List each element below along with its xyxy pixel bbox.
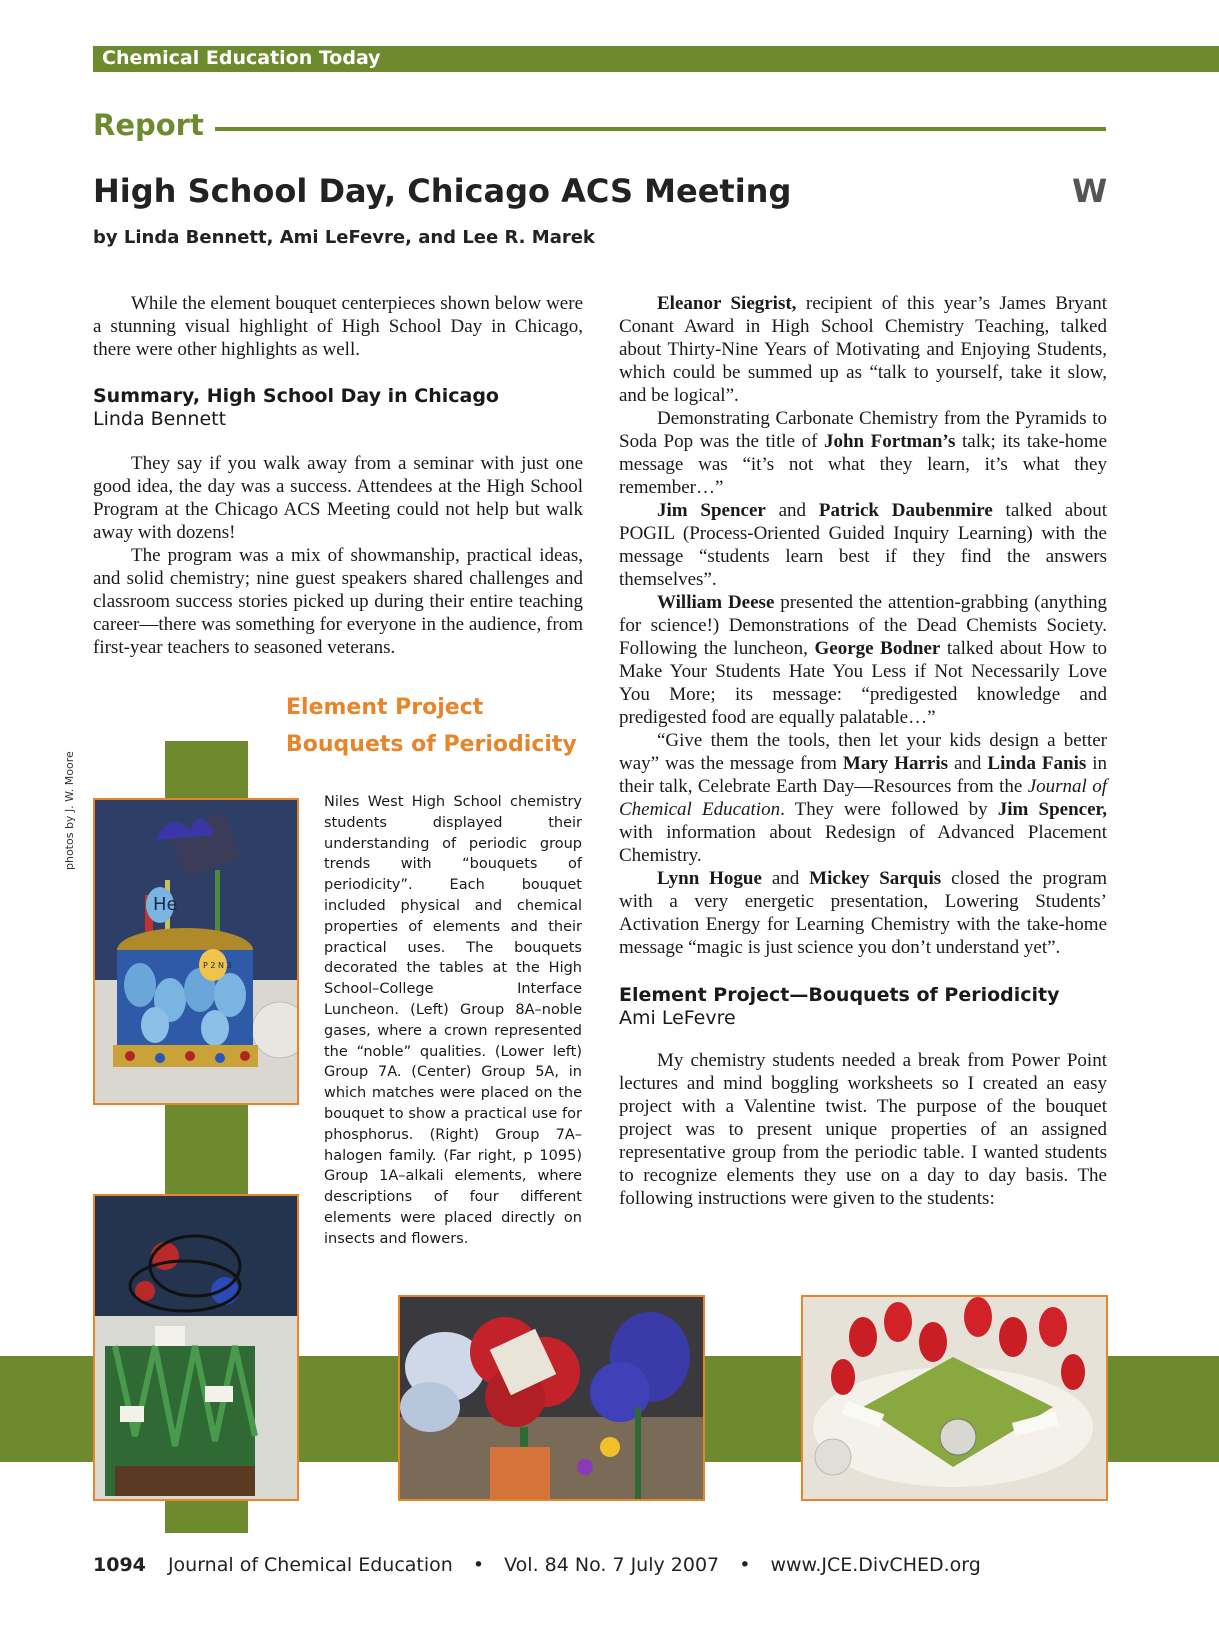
summary-author: Linda Bennett (93, 408, 227, 430)
paragraph-hogue-sarquis: Lynn Hogue and Mickey Sarquis closed the program with a very energetic presentation, Lowering Students’ Activation Energy for Learning Chemistry with the take-home message “magic is just science you don’t understand yet”. (619, 868, 1107, 958)
photo-group-5a (398, 1295, 705, 1501)
summary-paragraph-1: They say if you walk away from a seminar with just one good idea, the day was a success. Attendees at the High School Program at the Chicago ACS Meeting could not help but walk away with dozens! (93, 453, 583, 543)
paragraph-fortman: Demonstrating Carbonate Chemistry from the Pyramids to Soda Pop was the title of John Fortman’s talk; its take-home message was “it’s not what they learn, it’s what they remember…” (619, 408, 1107, 498)
page-number: 1094 (93, 1554, 146, 1576)
paragraph-harris-fanis: “Give them the tools, then let your kids design a better way” was the message from Mary Harris and Linda Fanis in their talk, Celebrate Earth Day—Resources from the Journal of Chemical Education. They were followed by Jim Spencer, with information about Redesign of Advanced Placement Chemistry. (619, 730, 1108, 866)
intro-paragraph: While the element bouquet centerpieces shown below were a stunning visual highlight of High School Day in Chicago, there were other highlights as well. (93, 293, 583, 360)
summary-heading: Summary, High School Day in Chicago (93, 385, 499, 407)
element-project-heading: Element Project—Bouquets of Periodicity (619, 984, 1060, 1006)
section-banner (93, 46, 1219, 72)
photo-group-7a (93, 1194, 299, 1501)
paragraph-deese-bodner: William Deese presented the attention-grabbing (anything for science!) Demonstrations of the Dead Chemists Society. Following the luncheon, George Bodner talked about How to Make Your Students Hate You Less if Not Necessarily Love You More; its message: “predigested knowledge and predigested food are equally palatable…” (619, 592, 1108, 728)
sidebar-heading-line1: Element Project (286, 695, 484, 720)
photo1-he-label: He (153, 894, 178, 915)
photo1-tag: P 2 N 3 (203, 961, 232, 970)
article-title: High School Day, Chicago ACS Meeting (93, 172, 792, 210)
page-footer (93, 1554, 981, 1576)
web-enhanced-icon: W (1072, 172, 1108, 210)
left-column (93, 292, 583, 659)
section-banner-label: Chemical Education Today (102, 47, 381, 69)
footer-bullet: • (739, 1554, 751, 1576)
journal-name: Journal of Chemical Education (167, 1554, 453, 1576)
footer-bullet: • (472, 1554, 485, 1576)
right-column (619, 292, 1107, 1210)
photo-caption: Niles West High School chemistry students displayed their understanding of periodic group trends with “bouquets of periodicity”. Each bouquet included physical and chemical properties of elements and their practical uses. The bouquets decorated the tables at the High School–College Interface Luncheon. (Left) Group 8A–noble gases, where a crown represented the “noble” qualities. (Lower left) Group 7A. (Center) Group 5A, in which matches were placed on the bouquet to show a practical use for phosphorus. (Right) Group 7A–halogen family. (Far right, p 1095) Group 1A–alkali elements, where descriptions of four different elements were placed directly on insects and flowers. (324, 794, 582, 1247)
paragraph-siegrist: Eleanor Siegrist, recipient of this year’s James Bryant Conant Award in High School Chemistry Teaching, talked about Thirty-Nine Years of Motivating and Enjoying Students, which could be summed up as “talk to yourself, take it slow, and be logical”. (619, 293, 1107, 406)
photo-credit: photos by J. W. Moore (63, 751, 76, 870)
issue-info: Vol. 84 No. 7 July 2007 (504, 1554, 720, 1576)
element-project-author: Ami LeFevre (619, 1007, 736, 1029)
paragraph-spencer-daubenmire: Jim Spencer and Patrick Daubenmire talked about POGIL (Process-Oriented Guided Inquiry Learning) with the message “students learn best if they find the answers themselves”. (619, 500, 1107, 590)
kicker: Report (93, 108, 204, 142)
paragraph-lefevre: My chemistry students needed a break from Power Point lectures and mind boggling worksheets so I created an easy project with a Valentine twist. The purpose of the bouquet project was to present unique properties of an assigned representative group from the periodic table. I wanted students to recognize elements they use on a day to day basis. The following instructions were given to the students: (619, 1050, 1107, 1209)
journal-url[interactable]: www.JCE.DivCHED.org (770, 1554, 981, 1576)
photo-noble-gases-crown (93, 798, 299, 1105)
photo-halogen-family (801, 1295, 1108, 1501)
sidebar-heading-line2: Bouquets of Periodicity (286, 732, 577, 757)
byline: by Linda Bennett, Ami LeFevre, and Lee R. Marek (93, 227, 595, 248)
summary-paragraph-2: The program was a mix of showmanship, practical ideas, and solid chemistry; nine guest speakers shared challenges and classroom success stories picked up during their entire teaching career—there was something for everyone in the audience, from first-year teachers to seasoned veterans. (93, 545, 583, 658)
kicker-rule (215, 127, 1106, 131)
